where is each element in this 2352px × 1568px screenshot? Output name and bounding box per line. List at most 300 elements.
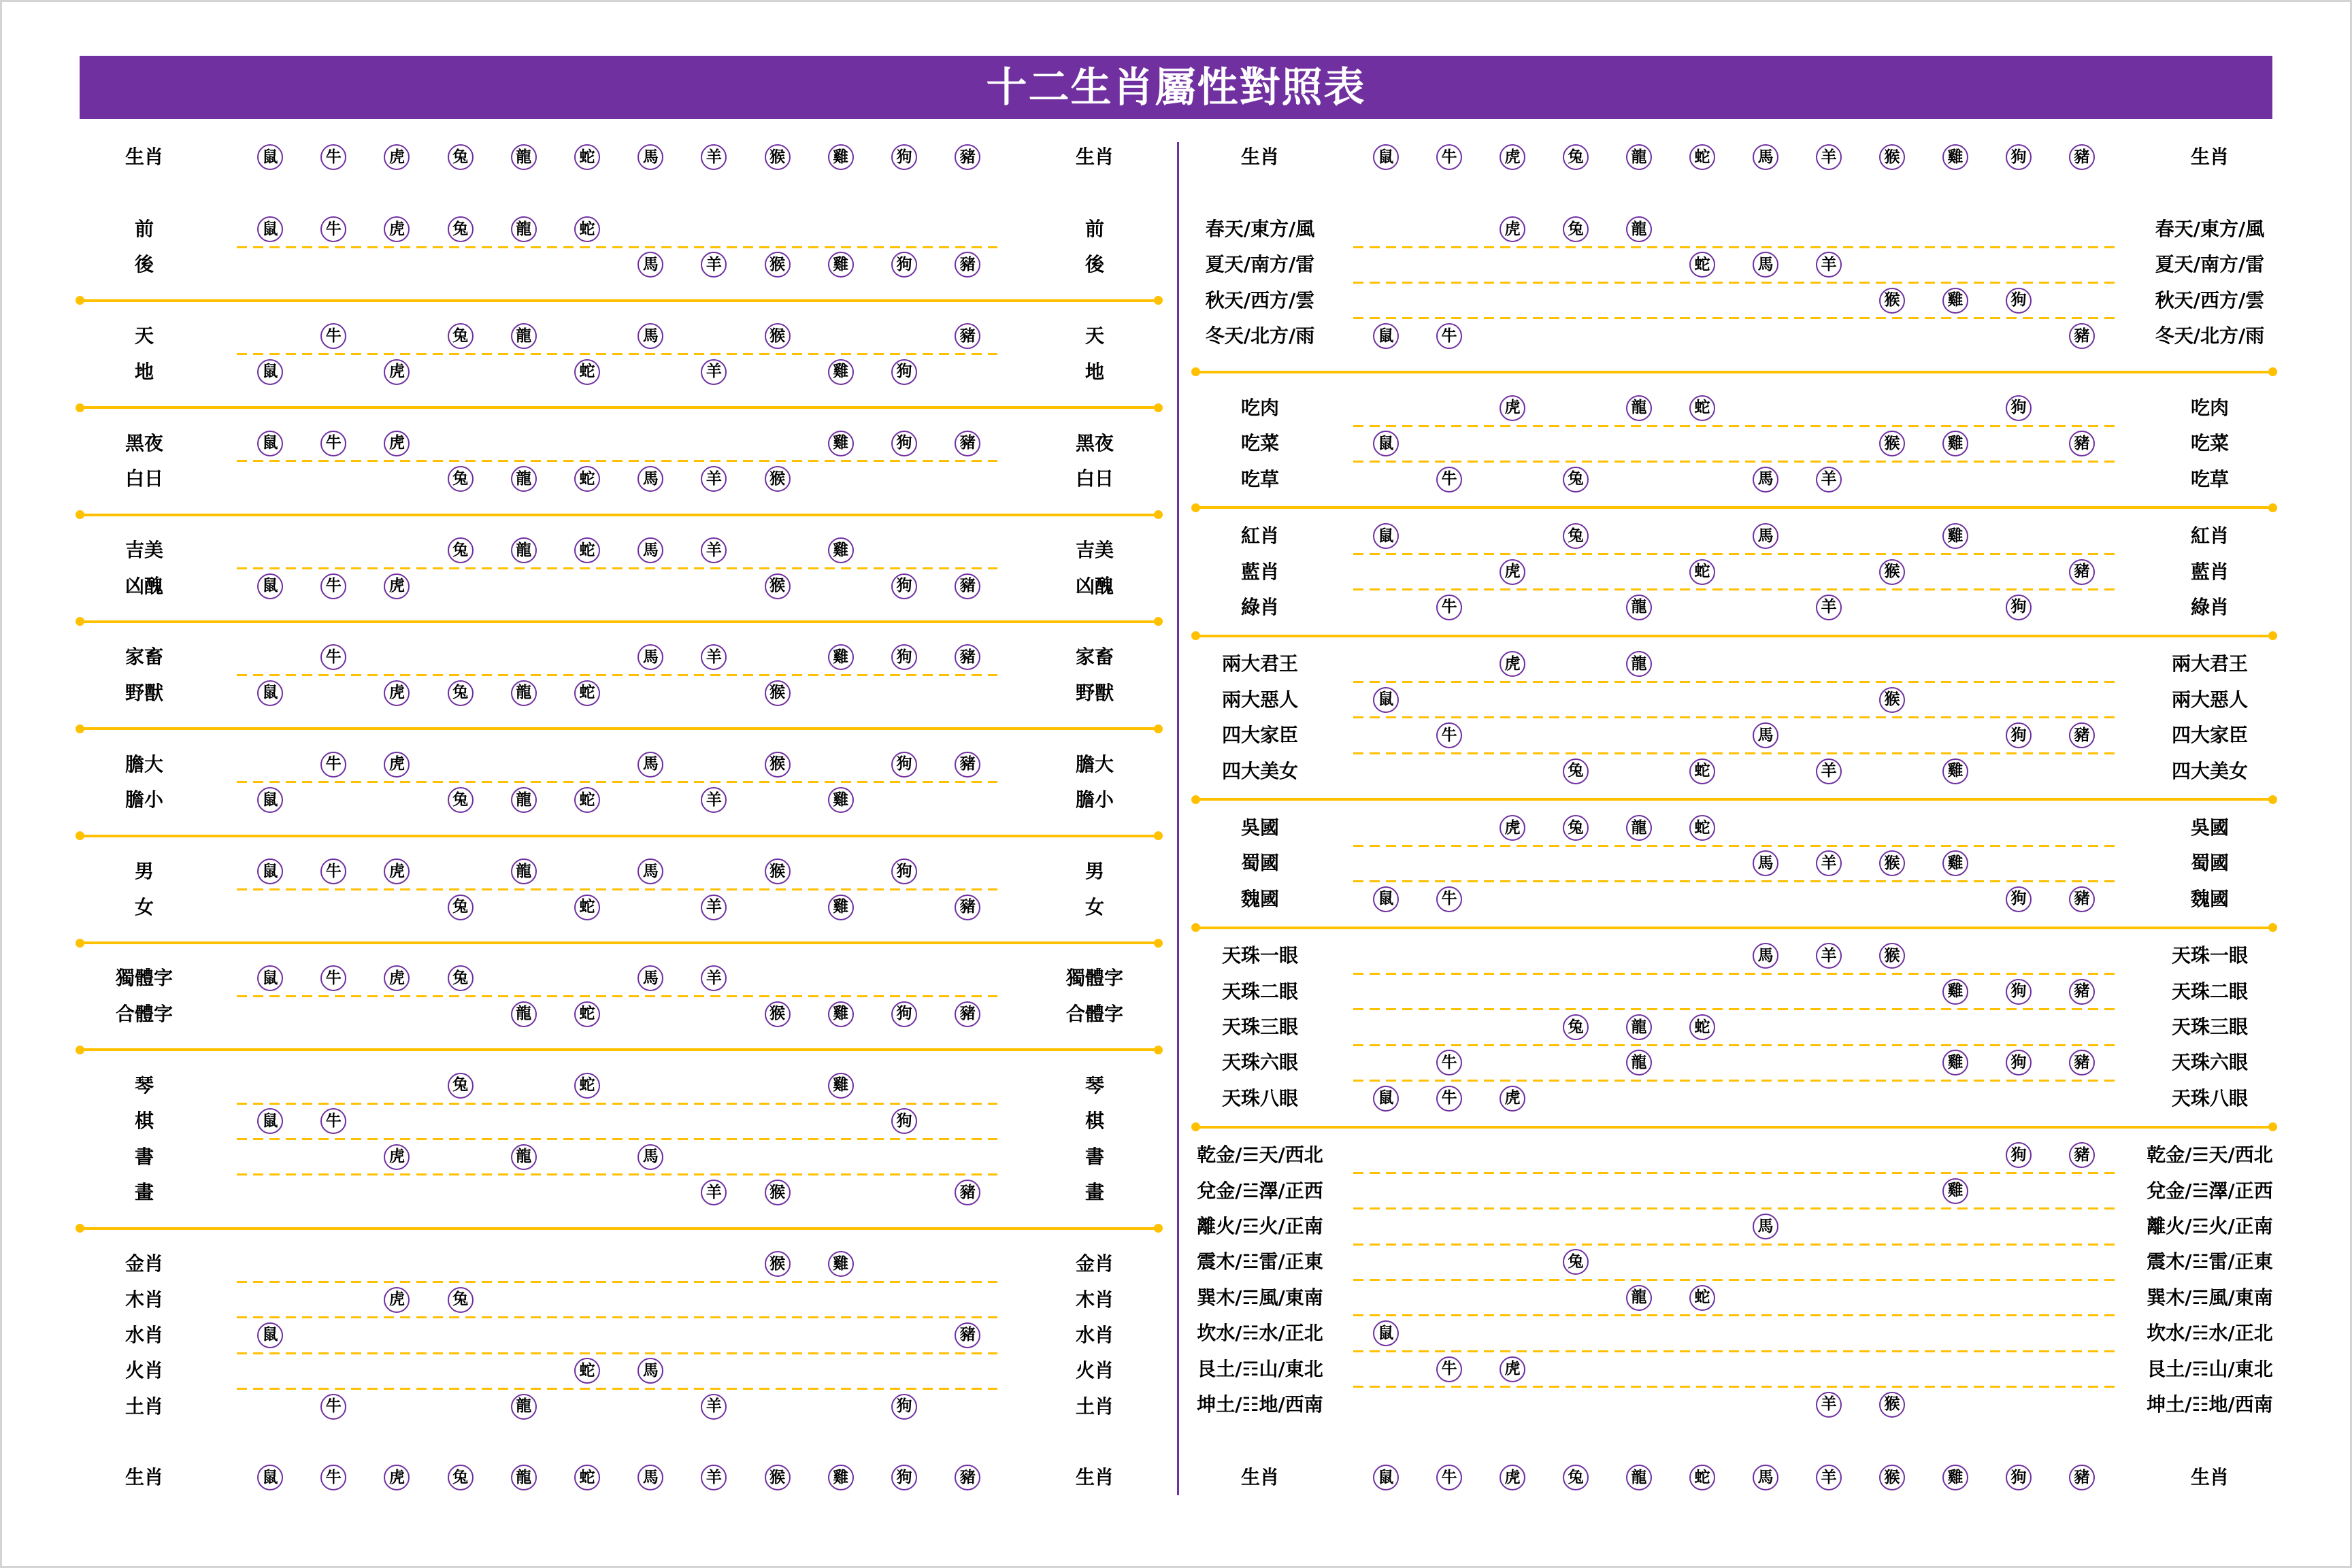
zodiac-badge: 兔: [448, 1073, 474, 1099]
zodiac-badge: 猴: [1879, 559, 1905, 585]
zodiac-badge: 蛇: [574, 1001, 600, 1027]
row-label-start: 兩大君王: [1221, 652, 1299, 675]
row-label-start: 夏天/南方/雷: [1205, 253, 1315, 276]
row-label-start: 天: [134, 324, 154, 348]
header-zodiac-badge: 兔: [1563, 144, 1589, 170]
zodiac-badge: 兔: [448, 680, 474, 706]
zodiac-badge: 狗: [2006, 722, 2032, 748]
zodiac-badge: 蛇: [1689, 252, 1715, 278]
zodiac-badge: 龍: [511, 323, 537, 349]
zodiac-badge: 兔: [1563, 1249, 1589, 1275]
group-separator: [80, 299, 1158, 302]
row-divider-dashed: [237, 1103, 997, 1105]
row-divider-dashed: [237, 674, 997, 676]
row-label-start: 兩大惡人: [1221, 688, 1299, 711]
row-divider-dashed: [1353, 880, 2115, 882]
row-label-end: 水肖: [1075, 1323, 1114, 1346]
row-label-start: 凶醜: [125, 574, 164, 597]
row-label-start: 家畜: [125, 646, 164, 669]
zodiac-badge: 虎: [1500, 216, 1525, 242]
zodiac-badge: 狗: [891, 573, 917, 599]
row-label-end: 前: [1084, 218, 1105, 240]
zodiac-badge: 牛: [1436, 595, 1462, 620]
zodiac-badge: 鼠: [257, 573, 283, 599]
zodiac-badge: 龍: [1626, 216, 1652, 242]
row-divider-dashed: [1353, 317, 2115, 319]
zodiac-badge: 雞: [828, 1001, 854, 1027]
zodiac-badge: 猴: [765, 1251, 791, 1277]
row-label-end: 四大家臣: [2171, 724, 2249, 747]
row-label-end: 秋天/西方/雲: [2155, 288, 2265, 312]
zodiac-badge: 羊: [1816, 943, 1842, 969]
zodiac-badge: 羊: [701, 466, 727, 492]
header-zodiac-badge: 鼠: [257, 144, 283, 170]
zodiac-badge: 猴: [1879, 431, 1905, 456]
separator-dot: [76, 296, 84, 305]
zodiac-badge: 牛: [320, 644, 346, 670]
row-label-end: 天珠八眼: [2171, 1086, 2249, 1110]
zodiac-badge: 鼠: [1373, 523, 1399, 549]
group-separator: [80, 406, 1158, 409]
zodiac-badge: 馬: [637, 858, 663, 884]
zodiac-badge: 豬: [955, 252, 980, 278]
zodiac-badge: 兔: [448, 895, 474, 920]
header-zodiac-badge: 羊: [701, 144, 727, 170]
separator-dot: [1154, 939, 1163, 948]
zodiac-badge: 牛: [320, 573, 346, 599]
row-label-start: 巽木/☴風/東南: [1197, 1286, 1323, 1309]
row-label-end: 白日: [1075, 467, 1114, 490]
header-label-left-end: 生肖: [1075, 146, 1114, 168]
header-zodiac-badge: 馬: [637, 144, 663, 170]
zodiac-badge: 豬: [2069, 1050, 2095, 1075]
row-label-end: 離火/☲火/正南: [2147, 1215, 2273, 1238]
row-divider-dashed: [237, 246, 997, 248]
zodiac-badge: 雞: [828, 895, 854, 920]
separator-dot: [1154, 1046, 1163, 1054]
footer-label-right-start: 生肖: [1240, 1466, 1280, 1488]
zodiac-badge: 豬: [2069, 323, 2095, 349]
zodiac-badge: 龍: [1626, 1050, 1652, 1075]
row-label-start: 吉美: [125, 539, 164, 562]
footer-zodiac-badge: 兔: [1563, 1465, 1589, 1490]
zodiac-badge: 龍: [511, 216, 537, 242]
row-divider-dashed: [1353, 1350, 2115, 1352]
zodiac-badge: 蛇: [574, 466, 600, 492]
zodiac-badge: 狗: [891, 752, 917, 778]
footer-zodiac-badge: 鼠: [257, 1465, 283, 1490]
footer-zodiac-badge: 鼠: [1373, 1465, 1399, 1490]
zodiac-badge: 兔: [1563, 1014, 1589, 1040]
row-label-start: 艮土/☶山/東北: [1197, 1357, 1323, 1380]
group-separator: [80, 835, 1158, 837]
footer-zodiac-badge: 牛: [1436, 1465, 1462, 1490]
row-label-end: 吉美: [1075, 539, 1114, 562]
zodiac-badge: 蛇: [574, 787, 600, 813]
zodiac-badge: 牛: [1436, 323, 1462, 349]
zodiac-badge: 羊: [701, 1180, 727, 1205]
group-separator: [80, 620, 1158, 623]
zodiac-badge: 龍: [511, 680, 537, 706]
zodiac-badge: 豬: [2069, 1142, 2095, 1168]
zodiac-badge: 羊: [1816, 1392, 1842, 1418]
zodiac-badge: 豬: [955, 1001, 980, 1027]
zodiac-badge: 蛇: [574, 1358, 600, 1384]
row-divider-dashed: [237, 888, 997, 890]
zodiac-badge: 牛: [320, 216, 346, 242]
row-label-start: 男: [134, 860, 154, 883]
row-label-end: 天珠六眼: [2171, 1051, 2249, 1074]
zodiac-badge: 豬: [2069, 886, 2095, 912]
row-label-end: 魏國: [2190, 887, 2230, 910]
separator-dot: [1191, 367, 1200, 376]
row-label-start: 膽大: [125, 752, 164, 775]
zodiac-badge: 牛: [320, 858, 346, 884]
footer-label-right-end: 生肖: [2190, 1466, 2230, 1488]
row-divider-dashed: [1353, 588, 2115, 590]
row-divider-dashed: [237, 1173, 997, 1175]
zodiac-badge: 猴: [1879, 943, 1905, 969]
footer-zodiac-badge: 狗: [891, 1465, 917, 1490]
zodiac-badge: 牛: [1436, 1050, 1462, 1075]
zodiac-badge: 豬: [2069, 431, 2095, 456]
row-label-start: 四大家臣: [1221, 724, 1299, 747]
row-label-end: 棋: [1084, 1110, 1105, 1133]
row-divider-dashed: [237, 1281, 997, 1283]
row-label-end: 木肖: [1075, 1288, 1114, 1311]
separator-dot: [1154, 1224, 1163, 1233]
row-divider-dashed: [1353, 1080, 2115, 1082]
group-separator: [1195, 798, 2272, 801]
zodiac-badge: 牛: [320, 1108, 346, 1134]
zodiac-badge: 狗: [2006, 395, 2032, 421]
zodiac-badge: 兔: [1563, 523, 1589, 549]
row-label-end: 兩大惡人: [2171, 688, 2249, 711]
zodiac-badge: 牛: [1436, 1356, 1462, 1382]
header-zodiac-badge: 龍: [511, 144, 537, 170]
footer-zodiac-badge: 豬: [2069, 1465, 2095, 1490]
row-divider-dashed: [237, 1316, 997, 1318]
header-zodiac-badge: 狗: [2006, 144, 2032, 170]
row-divider-dashed: [237, 353, 997, 355]
footer-zodiac-badge: 猴: [1879, 1465, 1905, 1490]
separator-dot: [2268, 1122, 2277, 1131]
zodiac-badge: 猴: [765, 573, 791, 599]
row-label-start: 金肖: [125, 1252, 164, 1275]
row-label-start: 天珠一眼: [1221, 944, 1299, 967]
zodiac-badge: 虎: [384, 1287, 410, 1313]
zodiac-badge: 兔: [448, 216, 474, 242]
zodiac-badge: 雞: [828, 1251, 854, 1277]
header-zodiac-badge: 牛: [1436, 144, 1462, 170]
row-label-end: 坤土/☷地/西南: [2147, 1392, 2273, 1416]
row-label-start: 兌金/☱澤/正西: [1197, 1179, 1323, 1202]
zodiac-badge: 龍: [511, 537, 537, 563]
footer-label-left-start: 生肖: [125, 1466, 164, 1488]
separator-dot: [76, 939, 84, 948]
zodiac-badge: 雞: [828, 537, 854, 563]
zodiac-badge: 鼠: [1373, 886, 1399, 912]
zodiac-badge: 蛇: [574, 359, 600, 385]
header-zodiac-badge: 兔: [448, 144, 474, 170]
row-label-end: 家畜: [1075, 646, 1114, 669]
row-divider-dashed: [237, 781, 997, 783]
separator-dot: [76, 831, 84, 840]
zodiac-badge: 鼠: [257, 431, 283, 456]
separator-dot: [1191, 795, 1200, 804]
zodiac-badge: 龍: [1626, 395, 1652, 421]
zodiac-badge: 豬: [2069, 722, 2095, 748]
zodiac-badge: 馬: [637, 965, 663, 991]
zodiac-badge: 鼠: [1373, 431, 1399, 456]
separator-dot: [1154, 724, 1163, 733]
zodiac-badge: 牛: [320, 323, 346, 349]
zodiac-badge: 猴: [1879, 850, 1905, 876]
separator-dot: [76, 617, 84, 626]
header-zodiac-badge: 狗: [891, 144, 917, 170]
zodiac-badge: 蛇: [1689, 395, 1715, 421]
zodiac-badge: 羊: [701, 895, 727, 920]
zodiac-badge: 羊: [701, 359, 727, 385]
row-label-start: 坤土/☷地/西南: [1197, 1392, 1323, 1416]
zodiac-badge: 馬: [1753, 943, 1778, 969]
row-label-end: 兌金/☱澤/正西: [2147, 1179, 2273, 1202]
zodiac-badge: 牛: [320, 431, 346, 456]
page-title: 十二生肖屬性對照表: [986, 63, 1366, 112]
row-label-start: 藍肖: [1240, 560, 1280, 583]
header-zodiac-badge: 羊: [1816, 144, 1842, 170]
footer-zodiac-badge: 龍: [1626, 1465, 1652, 1490]
zodiac-badge: 蛇: [574, 537, 600, 563]
zodiac-badge: 猴: [1879, 1392, 1905, 1418]
row-divider-dashed: [1353, 425, 2115, 427]
header-zodiac-badge: 馬: [1753, 144, 1778, 170]
zodiac-badge: 狗: [891, 1001, 917, 1027]
row-label-start: 火肖: [125, 1359, 164, 1382]
header-zodiac-badge: 牛: [320, 144, 346, 170]
group-separator: [1195, 506, 2272, 509]
zodiac-badge: 雞: [1942, 523, 1968, 549]
row-divider-dashed: [1353, 1314, 2115, 1316]
row-label-start: 地: [134, 360, 154, 383]
zodiac-badge: 羊: [701, 644, 727, 670]
footer-zodiac-badge: 兔: [448, 1465, 474, 1490]
zodiac-badge: 馬: [1753, 252, 1778, 278]
zodiac-badge: 龍: [1626, 1014, 1652, 1040]
header-zodiac-badge: 豬: [955, 144, 980, 170]
row-divider-dashed: [1353, 1279, 2115, 1281]
zodiac-badge: 虎: [384, 431, 410, 456]
zodiac-badge: 兔: [1563, 467, 1589, 493]
group-separator: [1195, 1126, 2272, 1129]
separator-dot: [2268, 923, 2277, 932]
row-label-start: 震木/☳雷/正東: [1197, 1250, 1323, 1273]
row-label-end: 艮土/☶山/東北: [2147, 1357, 2273, 1380]
row-label-end: 火肖: [1075, 1359, 1114, 1382]
separator-dot: [2268, 503, 2277, 512]
zodiac-badge: 狗: [891, 431, 917, 456]
header-label-right-end: 生肖: [2190, 146, 2230, 168]
zodiac-badge: 龍: [1626, 595, 1652, 620]
header-zodiac-badge: 猴: [1879, 144, 1905, 170]
zodiac-badge: 雞: [828, 787, 854, 813]
footer-zodiac-badge: 牛: [320, 1465, 346, 1490]
row-label-end: 天: [1084, 324, 1105, 348]
separator-dot: [1154, 831, 1163, 840]
zodiac-badge: 蛇: [1689, 559, 1715, 585]
zodiac-badge: 兔: [1563, 758, 1589, 784]
zodiac-badge: 馬: [637, 537, 663, 563]
zodiac-badge: 羊: [701, 965, 727, 991]
zodiac-badge: 虎: [1500, 1086, 1525, 1112]
row-divider-dashed: [237, 995, 997, 997]
header-zodiac-badge: 豬: [2069, 144, 2095, 170]
zodiac-badge: 狗: [891, 644, 917, 670]
row-label-start: 乾金/☰天/西北: [1197, 1144, 1323, 1167]
footer-zodiac-badge: 羊: [701, 1465, 727, 1490]
zodiac-badge: 鼠: [1373, 1086, 1399, 1112]
zodiac-badge: 龍: [511, 1394, 537, 1420]
zodiac-badge: 鼠: [257, 787, 283, 813]
zodiac-badge: 猴: [765, 323, 791, 349]
row-label-start: 吃肉: [1240, 396, 1280, 419]
group-separator: [80, 1227, 1158, 1230]
zodiac-badge: 雞: [1942, 1178, 1968, 1204]
zodiac-badge: 狗: [2006, 1050, 2032, 1075]
separator-dot: [1191, 1122, 1200, 1131]
row-divider-dashed: [237, 567, 997, 569]
row-label-start: 白日: [125, 467, 164, 490]
zodiac-badge: 龍: [511, 858, 537, 884]
zodiac-badge: 龍: [511, 466, 537, 492]
zodiac-badge: 雞: [828, 359, 854, 385]
row-label-end: 膽小: [1075, 788, 1114, 812]
row-label-end: 後: [1084, 253, 1105, 276]
zodiac-badge: 虎: [384, 965, 410, 991]
row-label-end: 四大美女: [2171, 759, 2249, 782]
footer-zodiac-badge: 龍: [511, 1465, 537, 1490]
zodiac-badge: 雞: [1942, 1050, 1968, 1075]
footer-zodiac-badge: 蛇: [574, 1465, 600, 1490]
zodiac-badge: 鼠: [1373, 323, 1399, 349]
row-divider-dashed: [237, 1388, 997, 1390]
row-label-end: 吃肉: [2190, 396, 2230, 419]
zodiac-badge: 豬: [2069, 979, 2095, 1005]
zodiac-badge: 虎: [1500, 651, 1525, 677]
header-label-left-start: 生肖: [125, 146, 164, 168]
header-zodiac-badge: 龍: [1626, 144, 1652, 170]
zodiac-badge: 虎: [1500, 1356, 1525, 1382]
zodiac-badge: 兔: [448, 466, 474, 492]
row-label-start: 天珠六眼: [1221, 1051, 1299, 1074]
zodiac-badge: 雞: [828, 252, 854, 278]
zodiac-badge: 馬: [1753, 467, 1778, 493]
zodiac-badge: 兔: [1563, 815, 1589, 841]
zodiac-badge: 虎: [384, 573, 410, 599]
zodiac-badge: 豬: [955, 895, 980, 920]
zodiac-badge: 雞: [1942, 758, 1968, 784]
zodiac-badge: 蛇: [1689, 758, 1715, 784]
group-separator: [80, 941, 1158, 944]
row-divider-dashed: [1353, 1008, 2115, 1010]
header-zodiac-badge: 虎: [1500, 144, 1525, 170]
footer-zodiac-badge: 猴: [765, 1465, 791, 1490]
row-label-end: 琴: [1084, 1073, 1105, 1097]
group-separator: [80, 1048, 1158, 1051]
zodiac-badge: 羊: [701, 537, 727, 563]
row-label-start: 前: [134, 218, 154, 240]
row-label-start: 天珠二眼: [1221, 980, 1299, 1003]
zodiac-badge: 馬: [637, 323, 663, 349]
separator-dot: [1191, 503, 1200, 512]
separator-dot: [76, 403, 84, 412]
zodiac-badge: 鼠: [257, 1108, 283, 1134]
zodiac-badge: 豬: [955, 752, 980, 778]
row-divider-dashed: [1353, 246, 2115, 248]
row-label-start: 吳國: [1240, 816, 1280, 839]
group-separator: [80, 727, 1158, 730]
zodiac-badge: 牛: [320, 752, 346, 778]
separator-dot: [1154, 403, 1163, 412]
zodiac-badge: 雞: [1942, 288, 1968, 314]
zodiac-badge: 豬: [955, 1180, 980, 1205]
footer-zodiac-badge: 雞: [1942, 1465, 1968, 1490]
zodiac-badge: 龍: [511, 1001, 537, 1027]
row-divider-dashed: [1353, 973, 2115, 975]
row-label-start: 棋: [134, 1110, 154, 1133]
footer-zodiac-badge: 虎: [384, 1465, 410, 1490]
zodiac-badge: 猴: [765, 252, 791, 278]
row-divider-dashed: [1353, 1244, 2115, 1246]
row-label-start: 野獸: [125, 681, 164, 704]
zodiac-badge: 鼠: [257, 359, 283, 385]
separator-dot: [2268, 367, 2277, 376]
header-zodiac-badge: 虎: [384, 144, 410, 170]
row-label-end: 畫: [1084, 1181, 1105, 1204]
row-label-start: 坎水/☵水/正北: [1197, 1322, 1323, 1345]
zodiac-badge: 牛: [1436, 886, 1462, 912]
header-zodiac-badge: 蛇: [1689, 144, 1715, 170]
row-label-end: 合體字: [1065, 1002, 1124, 1025]
zodiac-badge: 雞: [1942, 431, 1968, 456]
zodiac-badge: 雞: [828, 1073, 854, 1099]
zodiac-badge: 狗: [891, 1394, 917, 1420]
row-divider-dashed: [237, 460, 997, 462]
zodiac-badge: 蛇: [574, 895, 600, 920]
row-label-end: 金肖: [1075, 1252, 1114, 1275]
footer-label-left-end: 生肖: [1075, 1466, 1114, 1488]
row-label-end: 天珠二眼: [2171, 980, 2249, 1003]
zodiac-badge: 羊: [701, 1394, 727, 1420]
separator-dot: [1191, 631, 1200, 640]
row-label-end: 兩大君王: [2171, 652, 2249, 675]
zodiac-badge: 猴: [765, 858, 791, 884]
zodiac-badge: 虎: [1500, 395, 1525, 421]
row-divider-dashed: [1353, 845, 2115, 847]
zodiac-badge: 兔: [448, 965, 474, 991]
row-divider-dashed: [1353, 1044, 2115, 1046]
separator-dot: [76, 724, 84, 733]
zodiac-badge: 雞: [1942, 979, 1968, 1005]
row-label-end: 綠肖: [2190, 595, 2230, 618]
zodiac-badge: 兔: [448, 787, 474, 813]
footer-zodiac-badge: 馬: [637, 1465, 663, 1490]
zodiac-badge: 猴: [765, 1001, 791, 1027]
row-label-end: 天珠一眼: [2171, 944, 2249, 967]
row-label-start: 天珠三眼: [1221, 1016, 1299, 1039]
row-divider-dashed: [1353, 1172, 2115, 1174]
zodiac-badge: 馬: [637, 1144, 663, 1170]
